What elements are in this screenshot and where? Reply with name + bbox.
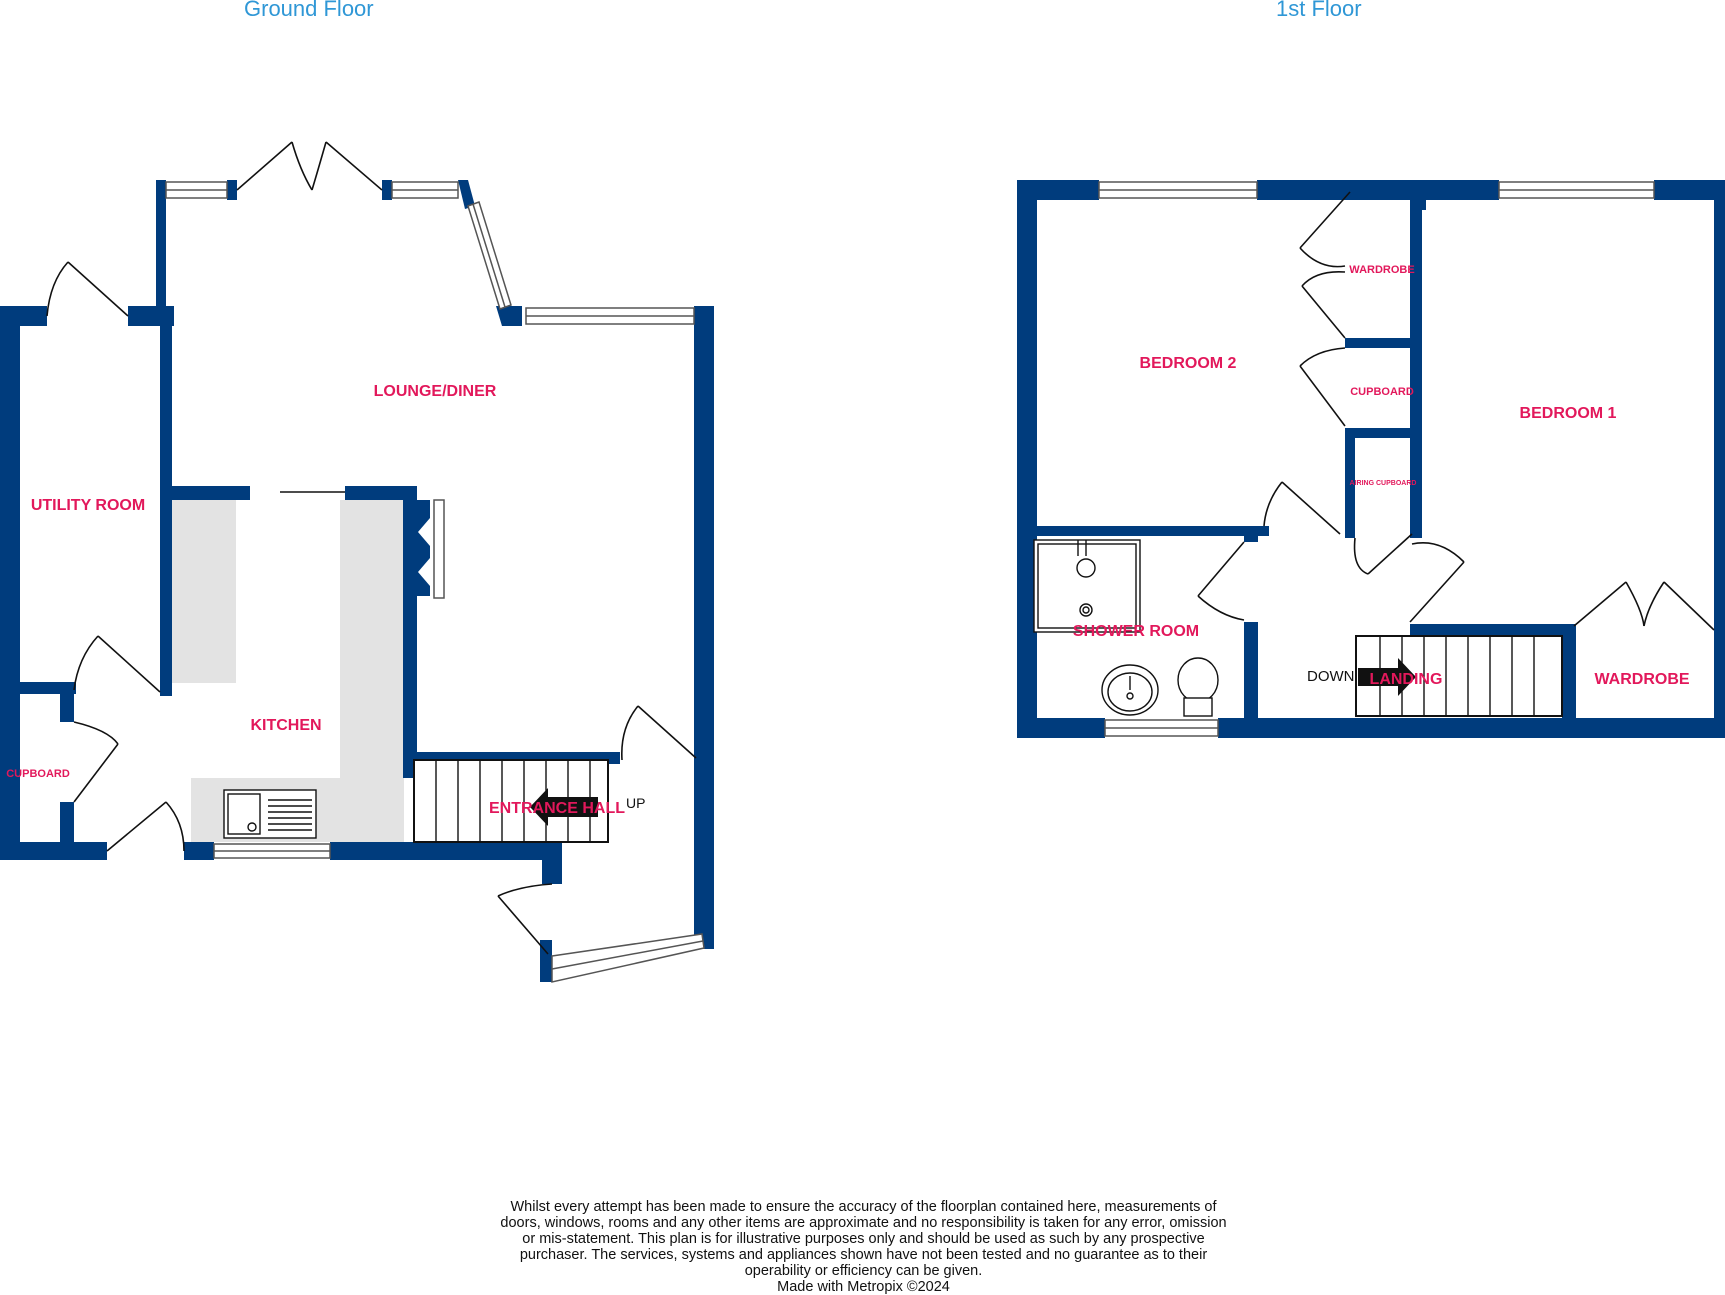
room-label-cupboard-first: CUPBOARD xyxy=(1350,386,1414,398)
room-label-utility-room: UTILITY ROOM xyxy=(30,497,146,514)
first-floor-title: 1st Floor xyxy=(1276,0,1362,21)
room-label-lounge-diner: LOUNGE/DINER xyxy=(373,383,497,400)
disclaimer-text: Whilst every attempt has been made to ensure the accuracy of the floorplan contained here, measurements of doors, windows, rooms and any other items are approximate and no responsibility is taken for any error, omission or mis-statement. This plan is for illustrative purposes only and should be used as such by any prospective purchaser. The services, systems and appliances shown have not been tested and no guarantee as to their operability or efficiency can be given. xyxy=(500,1199,1227,1279)
room-label-bedroom-2: BEDROOM 2 xyxy=(1139,355,1237,372)
room-label-wardrobe-bed2: WARDROBE xyxy=(1349,264,1415,276)
shower-tray-icon xyxy=(1034,540,1140,632)
room-label-kitchen: KITCHEN xyxy=(250,717,322,734)
room-label-bedroom-1: BEDROOM 1 xyxy=(1519,405,1617,422)
disclaimer xyxy=(500,1199,1227,1295)
room-label-cupboard-ground: CUPBOARD xyxy=(6,768,70,780)
kitchen-sink-icon xyxy=(224,790,316,838)
metropix-credit: Made with Metropix ©2024 xyxy=(777,1279,950,1295)
room-label-entrance-hall: ENTRANCE HALL xyxy=(489,800,625,817)
ground-floor-plan xyxy=(0,142,714,982)
toilet-icon xyxy=(1178,658,1218,716)
ground-floor-title: Ground Floor xyxy=(244,0,374,21)
room-label-shower-room: SHOWER ROOM xyxy=(1072,623,1200,640)
room-label-airing-cupboard: AIRING CUPBOARD xyxy=(1349,480,1417,487)
stairs-down-label: DOWN xyxy=(1307,668,1355,685)
room-label-wardrobe-bed1: WARDROBE xyxy=(1594,671,1690,688)
ground-windows xyxy=(166,182,704,982)
washbasin-icon xyxy=(1102,665,1158,715)
room-label-landing: LANDING xyxy=(1369,671,1443,688)
first-floor-plan xyxy=(1017,180,1725,738)
stairs-up-label: UP xyxy=(626,795,646,811)
first-doors xyxy=(1198,192,1714,630)
